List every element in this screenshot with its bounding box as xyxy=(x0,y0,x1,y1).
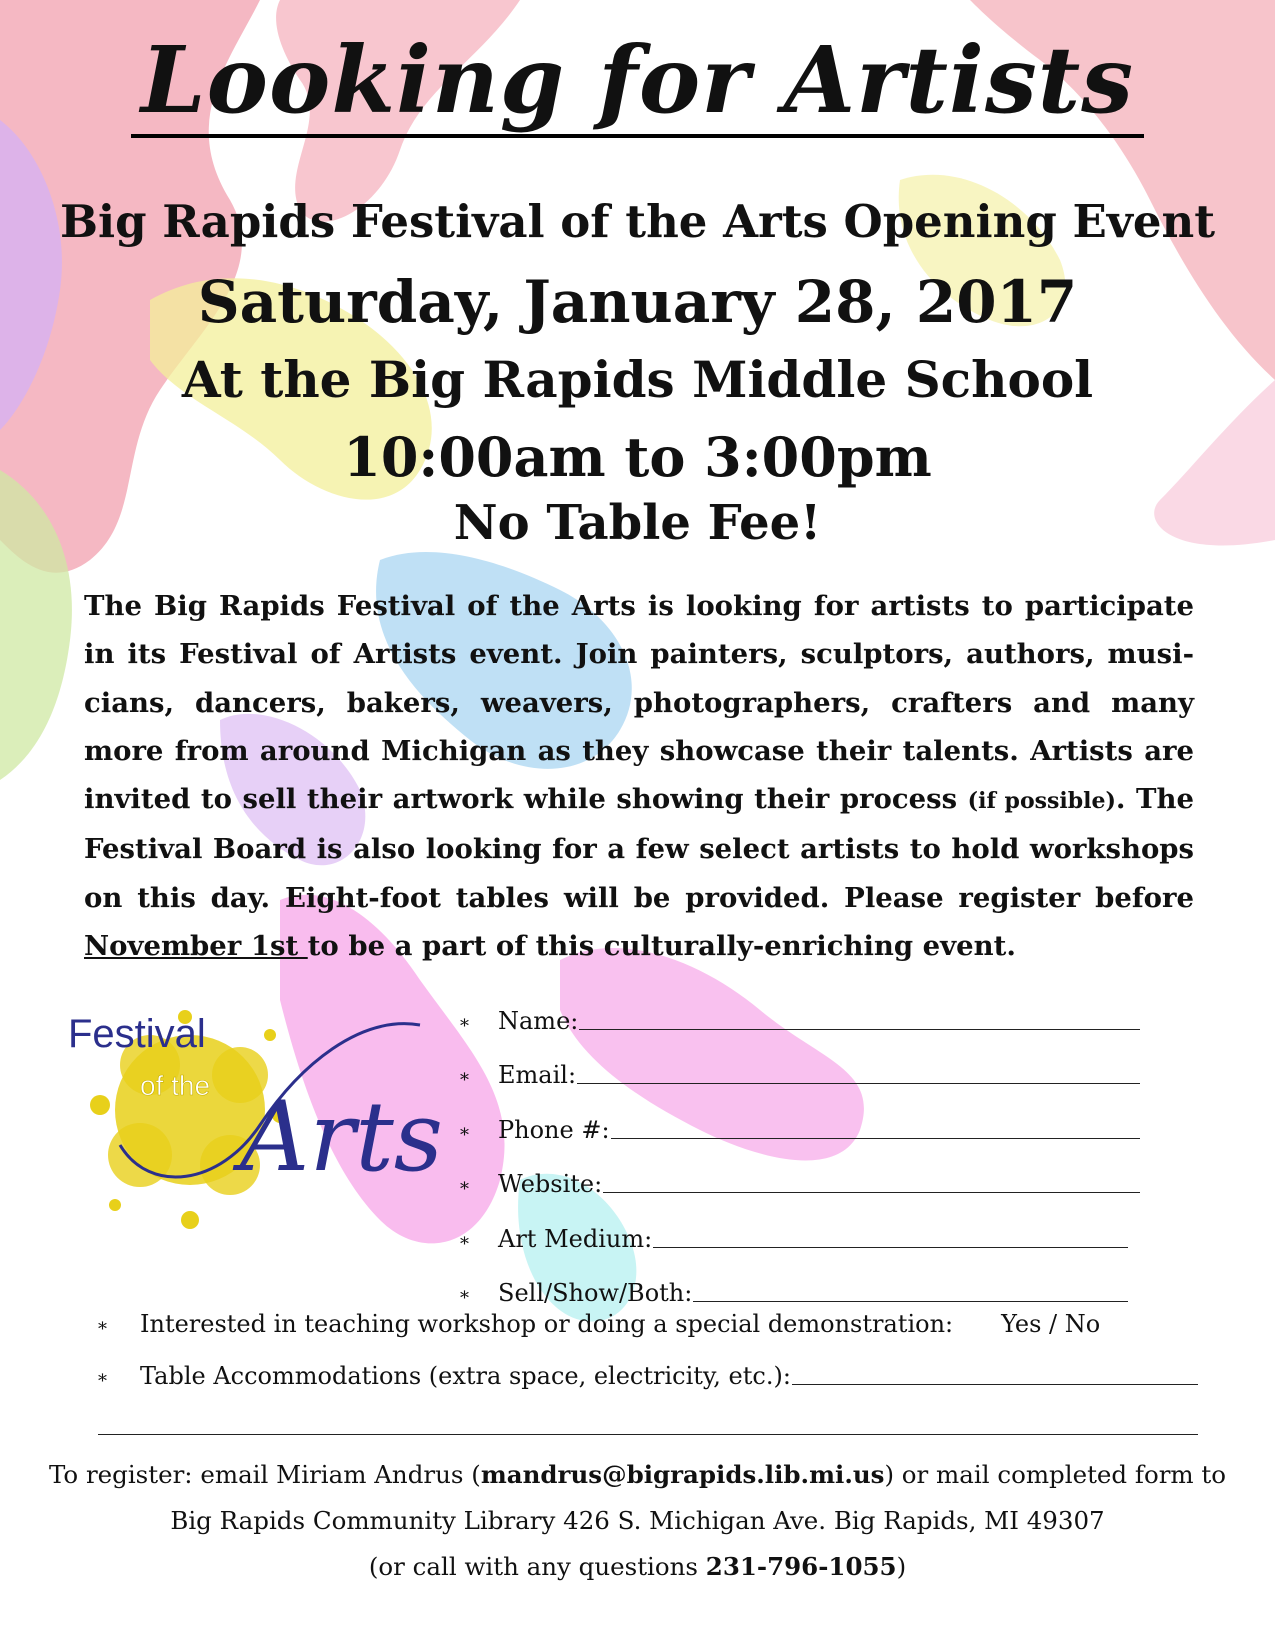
phone-instructions-pre: (or call with any questions xyxy=(368,1552,706,1581)
name-field-label: Name: xyxy=(498,1006,579,1035)
website-field-label: Website: xyxy=(498,1170,603,1198)
event-date-heading: Saturday, January 28, 2017 xyxy=(197,268,1078,336)
sell-show-both-input-line[interactable] xyxy=(693,1301,1128,1302)
bullet-icon: ⁎ xyxy=(460,1227,469,1249)
bullet-icon: ⁎ xyxy=(460,1009,469,1031)
flyer-title-text: Looking for Artists xyxy=(131,28,1144,138)
website-input-line[interactable] xyxy=(603,1192,1140,1193)
register-instructions xyxy=(0,1460,1275,1489)
workshop-yes-no-options[interactable]: Yes / No xyxy=(1001,1310,1101,1338)
registration-deadline: November 1st xyxy=(84,930,308,963)
art-medium-field-label: Art Medium: xyxy=(498,1224,653,1253)
sell-show-both-field[interactable] xyxy=(460,1253,1140,1308)
website-field[interactable] xyxy=(460,1144,1140,1199)
workshop-interest-label: Interested in teaching workshop or doing a special demonstration: xyxy=(140,1310,954,1338)
festival-of-the-arts-logo xyxy=(60,1005,460,1255)
name-input-line[interactable] xyxy=(579,1029,1140,1030)
sell-show-both-field-label: Sell/Show/Both: xyxy=(498,1279,693,1307)
event-location-heading: At the Big Rapids Middle School xyxy=(181,350,1094,409)
phone-instructions-post: ) xyxy=(896,1552,907,1581)
logo-arts-text: Arts xyxy=(240,1081,444,1193)
library-address: Big Rapids Community Library 426 S. Michigan Ave. Big Rapids, MI 49307 xyxy=(170,1506,1105,1535)
logo-of-the-text: of the xyxy=(140,1070,211,1101)
bullet-icon: ⁎ xyxy=(460,1118,469,1140)
table-fee-heading: No Table Fee! xyxy=(453,495,822,551)
table-accommodations-label: Table Accommodations (extra space, electricity, etc.): xyxy=(140,1362,791,1390)
event-description xyxy=(84,582,1194,970)
email-field[interactable] xyxy=(460,1035,1140,1090)
contact-email[interactable]: mandrus@bigrapids.lib.mi.us xyxy=(480,1460,885,1489)
email-input-line[interactable] xyxy=(577,1083,1140,1084)
description-part-2: . The Festival Board is also looking for a few select artists to hold workshops on this day. Eight-foot tables will be provided. Please register before xyxy=(84,783,1195,914)
description-part-3: to be a part of this culturally-enriching event. xyxy=(307,930,1016,963)
bullet-icon: ⁎ xyxy=(460,1173,469,1194)
description-aside: (if possible) xyxy=(967,788,1116,815)
event-time-heading: 10:00am to 3:00pm xyxy=(343,425,932,489)
flyer-title xyxy=(0,28,1275,138)
register-instructions-pre: To register: email Miriam Andrus ( xyxy=(48,1460,481,1489)
event-name-heading: Big Rapids Festival of the Arts Opening Event xyxy=(59,195,1216,248)
bullet-icon: ⁎ xyxy=(460,1064,469,1085)
art-medium-input-line[interactable] xyxy=(653,1247,1128,1248)
register-instructions-post: ) or mail completed form to xyxy=(884,1460,1227,1489)
phone-input-line[interactable] xyxy=(611,1138,1140,1139)
bullet-icon: ⁎ xyxy=(98,1365,107,1386)
workshop-interest-field xyxy=(98,1310,1198,1338)
bullet-icon: ⁎ xyxy=(460,1282,469,1303)
art-medium-field[interactable] xyxy=(460,1198,1140,1253)
phone-instructions xyxy=(0,1552,1275,1581)
email-field-label: Email: xyxy=(498,1061,577,1089)
phone-field[interactable] xyxy=(460,1089,1140,1144)
name-field[interactable] xyxy=(460,980,1140,1035)
phone-field-label: Phone #: xyxy=(498,1115,610,1144)
description-part-1: The Big Rapids Festival of the Arts is looking for artists to participate in its Festival of Artists event. Join painters, sculptors, authors, musicians, dancers, bakers, weavers, photographers, crafters and many more from around Michigan as they showcase their talents. Artists are invited to sell their artwork while showing their process xyxy=(84,590,1194,816)
logo-festival-text: Festival xyxy=(68,1012,206,1056)
table-accommodations-extra-line[interactable] xyxy=(98,1434,1198,1435)
bullet-icon: ⁎ xyxy=(98,1313,107,1334)
table-accommodations-field xyxy=(98,1362,1198,1390)
registration-fields xyxy=(460,980,1140,1307)
table-accommodations-input-line[interactable] xyxy=(792,1384,1198,1385)
contact-phone[interactable]: 231-796-1055 xyxy=(705,1552,897,1581)
